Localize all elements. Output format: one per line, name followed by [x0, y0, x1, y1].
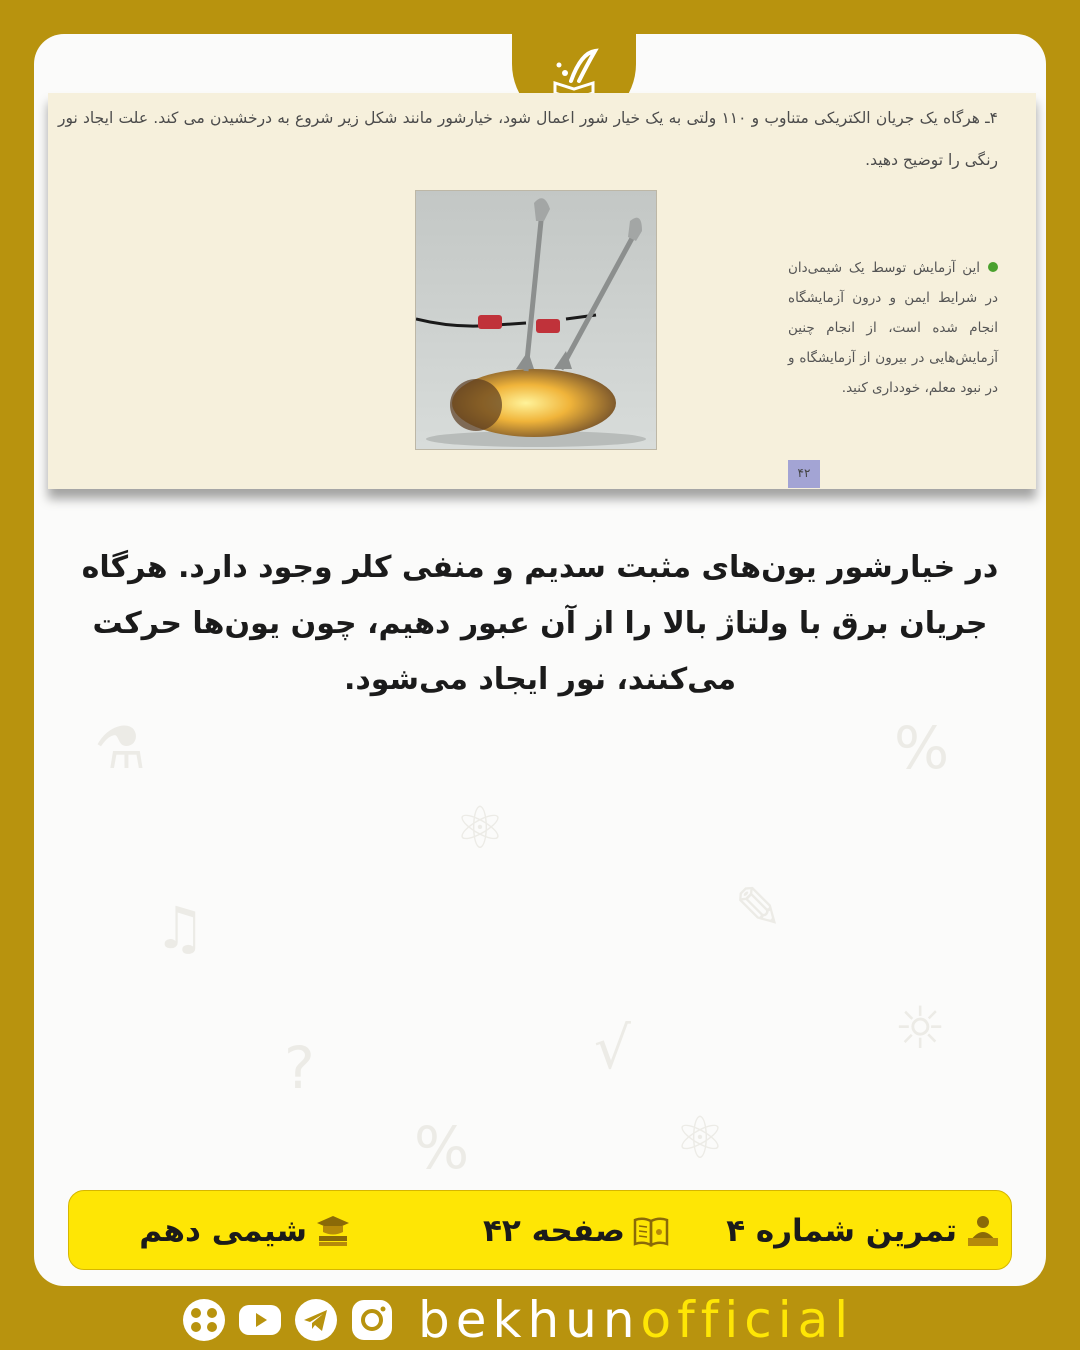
- instagram-icon[interactable]: [348, 1296, 396, 1344]
- doodle-percent2: %: [414, 1114, 470, 1182]
- footer: [180, 1290, 920, 1350]
- youtube-icon[interactable]: [236, 1296, 284, 1344]
- graduation-cap-icon: [315, 1214, 351, 1248]
- doodle-question: ?: [284, 1034, 315, 1102]
- subject-info: [139, 1191, 351, 1271]
- doodle-music: ♫: [154, 894, 206, 962]
- excerpt-question: ۴ـ هرگاه یک جریان الکتریکی متناوب و ۱۱۰ ولتی به یک خیار شور اعمال شود، خیارشور مانند شکل زیر شروع به درخشیدن می کند. علت ایجاد نور رنگی را توضیح دهید.: [58, 109, 998, 169]
- answer-text: در خیارشور یون‌های مثبت سدیم و منفی کلر وجود دارد. هرگاه جریان برق با ولتاژ بالا را از آن عبور دهیم، چون یون‌ها حرکت می‌کنند، نور ایجاد می‌شود.: [81, 550, 999, 697]
- brand-part1: bekhun: [418, 1291, 641, 1349]
- page-label: صفحه ۴۲: [482, 1213, 625, 1249]
- telegram-icon[interactable]: [292, 1296, 340, 1344]
- page-info: [483, 1191, 669, 1271]
- open-book-icon: [633, 1214, 669, 1248]
- exercise-info: [726, 1191, 1001, 1271]
- doodle-atom2: ⚛: [674, 1104, 726, 1172]
- doodle-percent: %: [894, 714, 950, 782]
- doodle-sqrt: √: [594, 1014, 631, 1082]
- brand-handle[interactable]: [418, 1291, 854, 1349]
- safety-note: [788, 253, 998, 403]
- exercise-label: تمرین شماره ۴: [726, 1213, 957, 1249]
- doodle-book: ✎: [734, 874, 783, 942]
- doodle-atom: ⚛: [454, 794, 506, 862]
- teacher-icon: [965, 1214, 1001, 1248]
- textbook-excerpt: [48, 93, 1036, 489]
- doodle-bulb: ☼: [894, 994, 946, 1062]
- subject-label: شیمی دهم: [139, 1213, 307, 1249]
- brand-part2: official: [640, 1291, 855, 1349]
- aparat-icon[interactable]: [180, 1296, 228, 1344]
- doodle-flask2: ⚗: [94, 714, 146, 782]
- bullet-dot-icon: [988, 262, 998, 272]
- info-bar: [68, 1190, 1012, 1270]
- safety-note-text: این آزمایش توسط یک شیمی‌دان در شرایط ایمن و درون آزمایشگاه انجام شده است، از انجام چنین آزمایش‌هایی در بیرون از آزمایشگاه و در نبود معلم، خودداری کنید.: [788, 260, 998, 396]
- glowing-pickle-photo: [415, 190, 657, 450]
- page-number-tab: ۴۲: [788, 460, 820, 488]
